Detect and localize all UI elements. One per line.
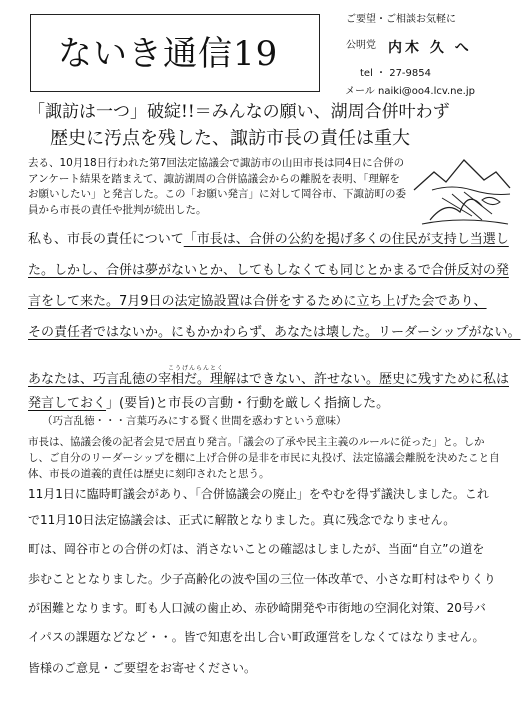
headline-sub: 歴史に汚点を残した、諏訪市長の責任は重大 bbox=[50, 128, 410, 149]
headline-main: 「諏訪は一つ」破綻!!＝みんなの願い、湖周合併叶わず bbox=[28, 102, 450, 122]
ruby-reading: こうげんらんとく bbox=[168, 365, 225, 372]
quote-line-2: た。しかし、合併は夢がないとか、してもしなくても同じとかまるで合併反対の発 bbox=[28, 263, 509, 278]
closing-line: 皆様のご意見・ご要望をお寄せください。 bbox=[28, 661, 257, 675]
quote-line-4: その責任者ではないか。にもかかわらず、あなたは壊した。リーダーシップがない。 bbox=[28, 325, 521, 340]
quote-line-6: 発言しておく」(要旨)と市長の言動・行動を厳しく指摘した。 bbox=[28, 396, 390, 411]
criticism-paragraph: 市長は、協議会後の記者会見で居直り発言。「議会の了承や民主主義のルールに従った」と。しかし、ご自分のリーダーシップを棚に上げ合併の是非を市民に丸投げ、法定協議会離脱を決めたこと自体、市長の道義的責任は歴史に刻印されたと思う。 bbox=[28, 436, 500, 480]
newsletter-title: ないき通信19 bbox=[58, 34, 279, 74]
contact-mail: メール naiki@oo4.lcv.ne.jp bbox=[345, 86, 475, 97]
future-line-3: が困難となります。町も人口減の歯止め、赤砂崎開発や市街地の空洞化対策、20号バ bbox=[28, 601, 486, 615]
quote-line-3: 言をして来た。7月9日の法定協設置は合併をするために立ち上げた会であり、 bbox=[28, 294, 487, 309]
quote-line-1: 私も、市長の責任について「市長は、合併の公約を掲げ多くの住民が支持し当選し bbox=[28, 232, 509, 247]
council-line-1: 11月1日に臨時町議会があり、「合併協議会の廃止」をやむを得ず議決しました。これ bbox=[28, 487, 489, 501]
future-line-1: 町は、岡谷市との合併の灯は、消さないことの確認はしましたが、当面“自立”の道を bbox=[28, 542, 485, 556]
quote-line-5: あなたは、巧言乱徳の宰相だ。理解はできない、許せない。歴史に残すために私は bbox=[28, 372, 510, 387]
contact-tel: tel ・ 27-9854 bbox=[360, 68, 431, 79]
contact-name: 内木 久 へ bbox=[388, 40, 472, 56]
future-line-2: 歩むこととなりました。少子高齢化の波や国の三位一体改革で、小さな町村はやりくり bbox=[28, 572, 496, 586]
definition-note: （巧言乱徳・・・言葉巧みにする賢く世間を惑わすという意味） bbox=[42, 415, 347, 427]
council-line-2: で11月10日法定協議会は、正式に解散となりました。真に残念でなりません。 bbox=[28, 513, 456, 527]
contact-request-line: ご要望・ご相談お気軽に bbox=[346, 14, 456, 25]
landscape-illustration bbox=[412, 150, 512, 230]
intro-paragraph: 去る、10月18日行われた第7回法定協議会で諏訪市の山田市長は同4日に合併のアンケート結果を踏まえて、諏訪湖周の合併協議会からの離脱を表明、「理解をお願いしたい」と発言した。この「お願い発言」に対して岡谷市、下諏訪町の委員から市長の責任や批判が続出した。 bbox=[28, 157, 406, 216]
future-line-4: イパスの課題などなど・・。皆で知恵を出し合い町政運営をしなくてはなりません。 bbox=[28, 630, 485, 644]
contact-party: 公明党 bbox=[346, 40, 376, 51]
